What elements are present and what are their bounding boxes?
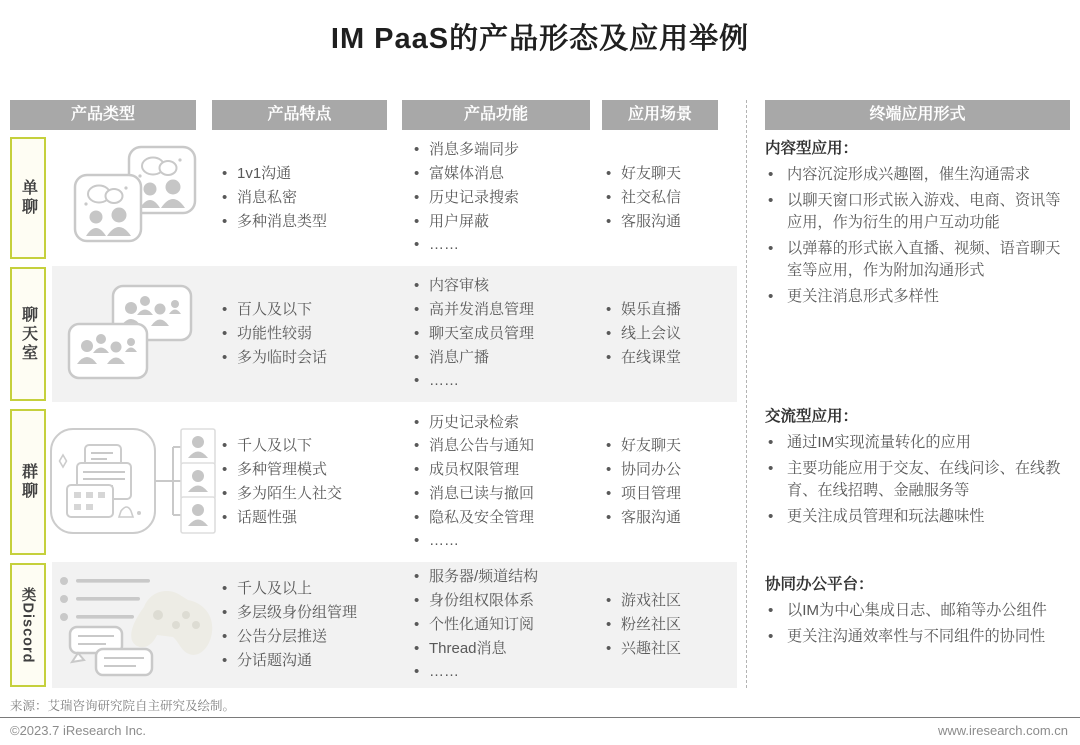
scenario-item: • 好友聊天	[604, 436, 737, 456]
function-item: • 内容审核	[412, 276, 608, 296]
scenarios-column	[604, 562, 737, 688]
function-item: • ……	[412, 235, 608, 255]
feature-item: • 百人及以下	[220, 300, 412, 320]
scenarios-column	[604, 408, 737, 556]
row-label-discord-like: 类Discord	[10, 563, 46, 687]
row-body	[52, 136, 737, 260]
panel-bullet: • 更关注消息形式多样性	[765, 286, 1071, 308]
feature-item: • 消息私密	[220, 188, 412, 208]
page-title: IM PaaS的产品形态及应用举例	[330, 23, 750, 55]
single-chat-icon	[52, 136, 218, 260]
feature-item: • 多层级身份组管理	[220, 603, 412, 623]
scenario-item: • 客服沟通	[604, 508, 737, 528]
function-item: • 高并发消息管理	[412, 300, 608, 320]
functions-column	[412, 266, 608, 402]
functions-column	[412, 408, 608, 556]
feature-item: • 功能性较弱	[220, 324, 412, 344]
header-application-scenarios: 应用场景	[602, 100, 718, 130]
table-row-discord-like	[10, 562, 737, 688]
function-item: • ……	[412, 371, 608, 391]
function-item: • 历史记录检索	[412, 413, 608, 433]
function-item: • 隐私及安全管理	[412, 508, 608, 528]
website-url: www.iresearch.com.cn	[937, 723, 1068, 738]
row-body	[52, 266, 737, 402]
discord-like-icon	[52, 562, 218, 688]
scenario-item: • 项目管理	[604, 484, 737, 504]
panel-bullet: • 通过IM实现流量转化的应用	[765, 432, 1071, 454]
row-label-group-chat: 群聊	[10, 409, 46, 555]
header-terminal-application: 终端应用形式	[765, 100, 1070, 130]
scenario-item: • 兴趣社区	[604, 639, 737, 659]
row-body	[237, 408, 737, 556]
panel-section-heading: 协同办公平台：	[765, 576, 874, 593]
panel-bullet: • 以弹幕的形式嵌入直播、视频、语音聊天室等应用，作为附加沟通形式	[765, 238, 1071, 282]
feature-item: • 多为临时会话	[220, 348, 412, 368]
function-item: • Thread消息	[412, 639, 608, 659]
footer-divider	[0, 717, 1080, 718]
row-label-single-chat: 单聊	[10, 137, 46, 259]
function-item: • 服务器/频道结构	[412, 567, 608, 587]
feature-item: • 多种消息类型	[220, 212, 412, 232]
functions-column	[412, 136, 608, 260]
function-item: • 聊天室成员管理	[412, 324, 608, 344]
features-column	[220, 266, 412, 402]
chatroom-icon	[52, 266, 218, 402]
panel-bullet: • 主要功能应用于交友、在线问诊、在线教育、在线招聘、金融服务等	[765, 458, 1071, 502]
table-row-single-chat	[10, 136, 737, 260]
scenario-item: • 协同办公	[604, 460, 737, 480]
table-row-group-chat	[10, 408, 737, 556]
panel-bullet: • 更关注成员管理和玩法趣味性	[765, 506, 1071, 528]
header-product-features: 产品特点	[212, 100, 387, 130]
function-item: • ……	[412, 531, 608, 551]
scenario-item: • 线上会议	[604, 324, 737, 344]
header-product-type: 产品类型	[10, 100, 196, 130]
row-label-chatroom: 聊天室	[10, 267, 46, 401]
feature-item: • 公告分层推送	[220, 627, 412, 647]
terminal-application-panel	[765, 136, 1071, 690]
feature-item: • 多种管理模式	[220, 460, 412, 480]
function-item: • 消息公告与通知	[412, 436, 608, 456]
function-item: • 成员权限管理	[412, 460, 608, 480]
scenario-item: • 客服沟通	[604, 212, 737, 232]
scenario-item: • 在线课堂	[604, 348, 737, 368]
panel-section-content-apps	[765, 138, 1071, 312]
features-column	[220, 408, 412, 556]
panel-bullet: • 以聊天窗口形式嵌入游戏、电商、资讯等应用，作为衍生的用户互动功能	[765, 190, 1071, 234]
function-item: • 消息多端同步	[412, 140, 608, 160]
source-note: 来源：艾瑞咨询研究院自主研究及绘制。	[10, 699, 236, 713]
scenario-item: • 粉丝社区	[604, 615, 737, 635]
scenario-item: • 游戏社区	[604, 591, 737, 611]
panel-bullet: • 内容沉淀形成兴趣圈，催生沟通需求	[765, 164, 1071, 186]
function-item: • 消息广播	[412, 348, 608, 368]
header-product-functions: 产品功能	[402, 100, 590, 130]
row-body	[52, 562, 737, 688]
function-item: • 个性化通知订阅	[412, 615, 608, 635]
panel-bullet: • 以IM为中心集成日志、邮箱等办公组件	[765, 600, 1071, 622]
function-item: • 历史记录搜索	[412, 188, 608, 208]
feature-item: • 1v1沟通	[220, 164, 412, 184]
feature-item: • 话题性强	[220, 508, 412, 528]
scenario-item: • 好友聊天	[604, 164, 737, 184]
panel-section-heading: 内容型应用：	[765, 140, 859, 157]
panel-section-communication-apps	[765, 406, 1071, 532]
function-item: • 用户屏蔽	[412, 212, 608, 232]
panel-bullet: • 更关注沟通效率性与不同组件的协同性	[765, 626, 1071, 648]
scenarios-column	[604, 266, 737, 402]
feature-item: • 多为陌生人社交	[220, 484, 412, 504]
panel-section-heading: 交流型应用：	[765, 408, 859, 425]
copyright-text: ©2023.7 iResearch Inc.	[10, 723, 147, 738]
function-item: • 消息已读与撤回	[412, 484, 608, 504]
group-chat-icon	[52, 408, 218, 556]
function-item: • ……	[412, 662, 608, 682]
feature-item: • 分话题沟通	[220, 651, 412, 671]
scenarios-column	[604, 136, 737, 260]
features-column	[220, 136, 412, 260]
panel-section-collaboration-platform	[765, 574, 1071, 652]
functions-column	[412, 562, 608, 688]
features-column	[220, 562, 412, 688]
feature-item: • 千人及以下	[220, 436, 412, 456]
function-item: • 身份组权限体系	[412, 591, 608, 611]
dashed-divider	[746, 100, 747, 688]
table-row-chatroom	[10, 266, 737, 402]
feature-item: • 千人及以上	[220, 579, 412, 599]
scenario-item: • 娱乐直播	[604, 300, 737, 320]
function-item: • 富媒体消息	[412, 164, 608, 184]
scenario-item: • 社交私信	[604, 188, 737, 208]
